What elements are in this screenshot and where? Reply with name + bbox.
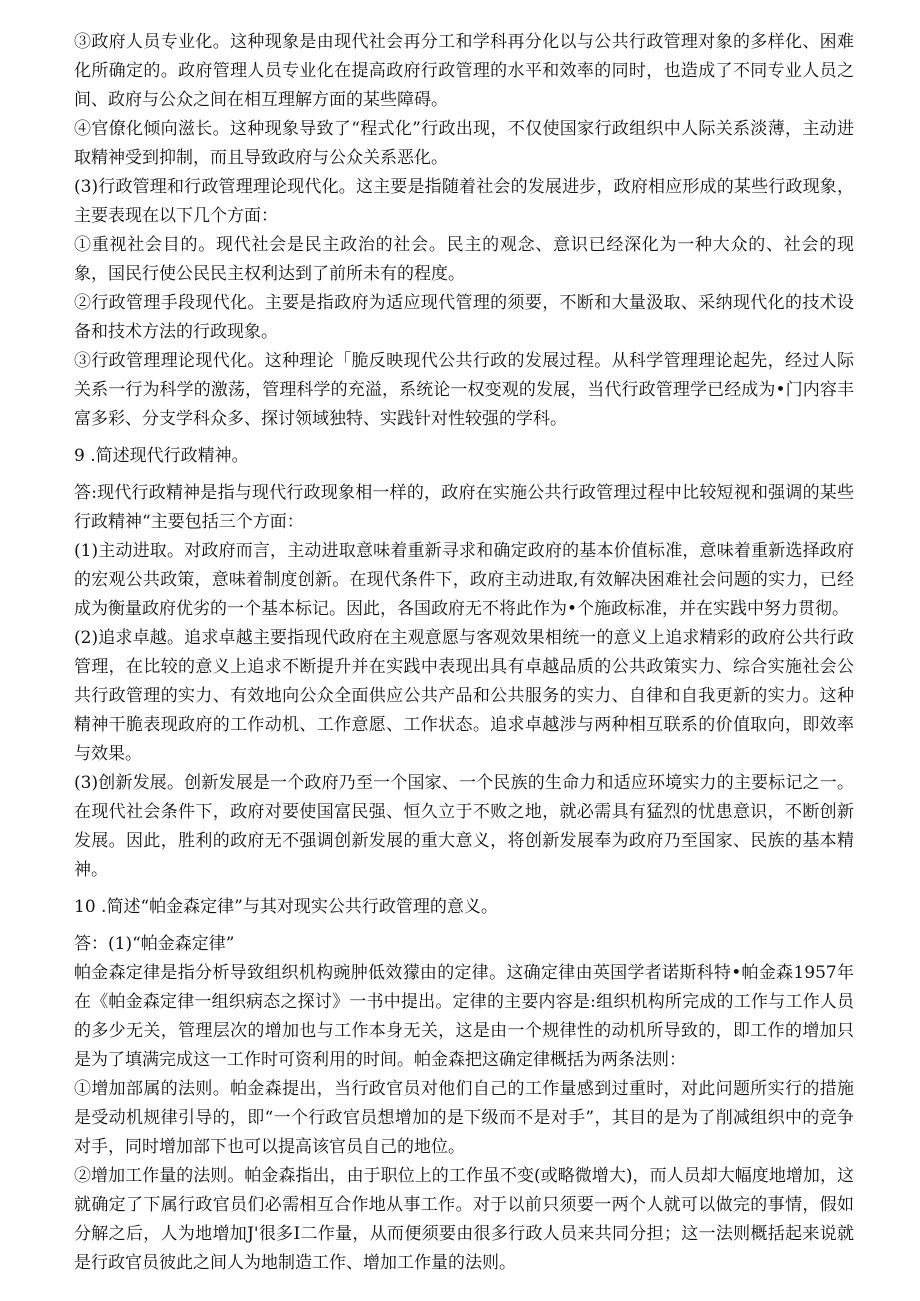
document-page (74, 28, 854, 1278)
answer-10-rule-1: ①增加部属的法则。帕金森提出，当行政官员对他们自己的工作量感到过重时，对此问题所实行的措施是受动机规律引导的，即“一个行政官员想增加的是下级而不是对手”，其目的是为了削减组织中的竞争对手，同时增加部下也可以提高该官员自己的地位。 (74, 1079, 854, 1157)
paragraph-item-3-management-theory: ③行政管理理论现代化。这种理论「脆反映现代公共行政的发展过程。从科学管理理论起先，经过人际关系一行为科学的激荡，管理科学的充溢，系统论一权变观的发展，当代行政管理学已经成为•门内容丰富多彩、分支学科众多、探讨领域独特、实践针对性较强的学科。 (74, 351, 854, 429)
paragraph-item-3-professionalization: ③政府人员专业化。这种现象是由现代社会再分工和学科再分化以与公共行政管理对象的多样化、困难化所确定的。政府管理人员专业化在提高政府行政管理的水平和效率的同时，也造成了不同专业人员之间、政府与公众之间在相互理解方面的某些障碍。 (74, 32, 854, 110)
answer-10-subheading: 答：(1)“帕金森定律” (74, 934, 235, 954)
answer-10-rule-2: ②增加工作量的法则。帕金森指出，由于职位上的工作虽不变(或略微增大)，而人员却大幅度地增加，这就确定了下属行政官员们必需相互合作地从事工作。对于以前只须要一两个人就可以做完的事情，假如分解之后，人为地增加J'很多I二作量，从而便须要由很多行政人员来共同分担；这一法则概括起来说就是行政官员彼此之间人为地制造工作、增加工作量的法则。 (74, 1166, 854, 1273)
question-9-heading: 9 .简述现代行政精神。 (74, 446, 249, 466)
paragraph-item-4-bureaucratization: ④官僚化倾向滋长。这种现象导致了“程式化”行政出现，不仅使国家行政组织中人际关系淡薄，主动进取精神受到抑制，而且导致政府与公众关系恶化。 (74, 119, 854, 168)
answer-10-definition: 帕金森定律是指分析导致组织机构豌肿低效獴由的定律。这确定律由英国学者诺斯科特•帕金森1957年在《帕金森定律一组织病态之探讨》一书中提出。定律的主要内容是:组织机构所完成的工作与工作人员的多少无关，管理层次的增加也与工作本身无关，这是由一个规律性的动机所导致的，即工作的增加只是为了填满完成这一工作时可资利用的时间。帕金森把这确定律概括为两条法则： (74, 963, 854, 1070)
answer-9-point-2: (2)追求卓越。追求卓越主要指现代政府在主观意愿与客观效果相统一的意义上追求精彩的政府公共行政管理，在比较的意义上追求不断提升并在实践中表现出具有卓越品质的公共政策实力、综合实施社会公共行政管理的实力、有效地向公众全面供应公共产品和公共服务的实力、自律和自我更新的实力。这种精神干脆表现政府的工作动机、工作意愿、工作状态。追求卓越涉与两种相互联系的价值取向，即效率与效果。 (74, 628, 854, 764)
paragraph-item-1-social-purpose: ①重视社会目的。现代社会是民主政治的社会。民主的观念、意识已经深化为一种大众的、社会的现象，国民行使公民民主权利达到了前所未有的程度。 (74, 235, 854, 284)
answer-9-point-3: (3)创新发展。创新发展是一个政府乃至一个国家、一个民族的生命力和适应环境实力的主要标记之一。在现代社会条件下，政府对要使国富民强、恒久立于不败之地，就必需具有猛烈的忧患意识，不断创新发展。因此，胜利的政府无不强调创新发展的重大意义，将创新发展奉为政府乃至国家、民族的基本精神。 (74, 773, 854, 880)
answer-9-point-1: (1)主动进取。对政府而言，主动进取意味着重新寻求和确定政府的基本价值标准，意味着重新选择政府的宏观公共政策，意味着制度创新。在现代条件下，政府主动进取,有效解决困难社会问题的实力，已经成为衡量政府优劣的一个基本标记。因此，各国政府无不将此作为•个施政标准，并在实践中努力贯彻。 (74, 541, 854, 619)
paragraph-item-2-management-means: ②行政管理手段现代化。主要是指政府为适应现代管理的须要，不断和大量汲取、采纳现代化的技术设备和技术方法的行政现象。 (74, 293, 854, 342)
paragraph-section-3-modernization: (3)行政管理和行政管理理论现代化。这主要是指随着社会的发展进步，政府相应形成的某些行政现象，主要表现在以下几个方面： (74, 177, 854, 226)
question-10-heading: 10 .简述“帕金森定律”与其对现实公共行政管理的意义。 (74, 897, 498, 917)
answer-9-intro: 答:现代行政精神是指与现代行政现象相一样的，政府在实施公共行政管理过程中比较短视和强调的某些行政精神“主要包括三个方面： (74, 483, 854, 532)
